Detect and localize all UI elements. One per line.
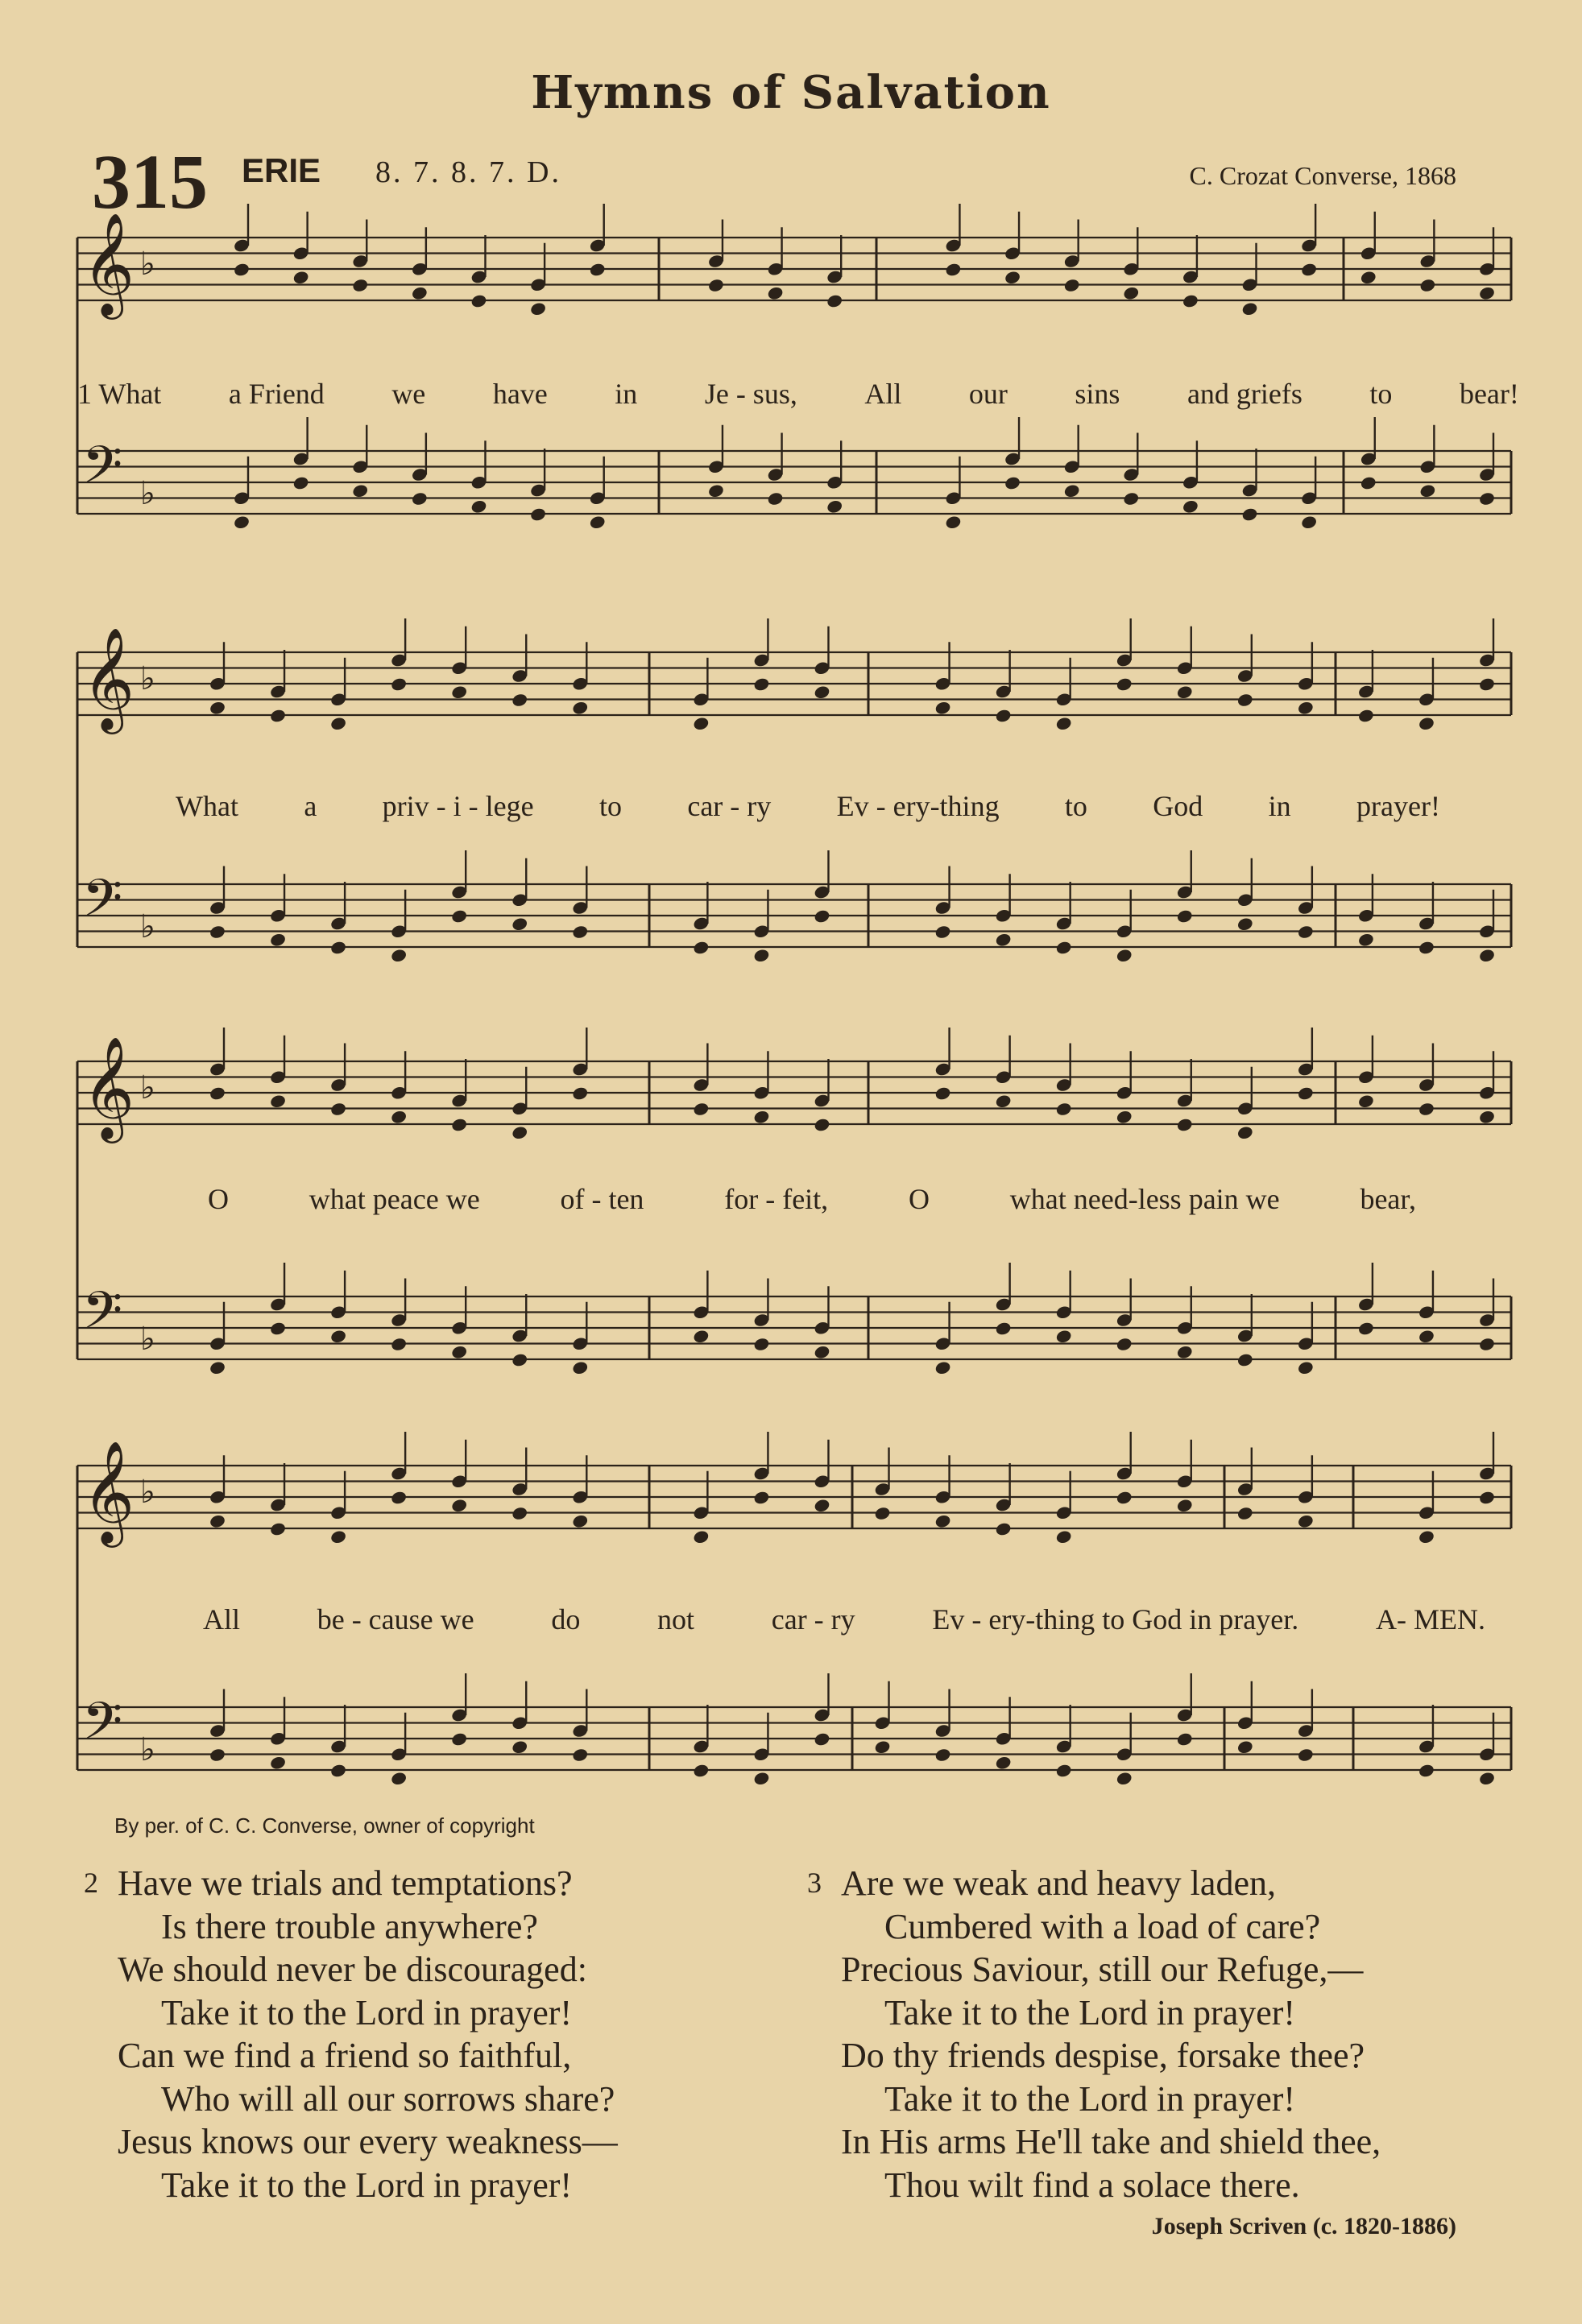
flat-icon: ♭ [140, 1731, 155, 1768]
note-head [1116, 1490, 1133, 1505]
lyric-syllable: O [908, 1183, 930, 1215]
lyric-syllable: to [1064, 790, 1087, 822]
note-head [1297, 924, 1315, 940]
lyric-syllable: bear! [1459, 378, 1519, 410]
note-head [450, 1345, 468, 1360]
note-head [529, 507, 547, 522]
lyric-syllable: of - ten [560, 1183, 644, 1215]
lyric-syllable: in [1268, 790, 1291, 822]
note-head [945, 262, 963, 277]
note-head [209, 701, 226, 716]
copyright-note: By per. of C. C. Converse, owner of copyright [114, 1813, 535, 1838]
stanza-line: Are we weak and heavy laden, [841, 1863, 1276, 1903]
note-head [470, 499, 488, 515]
note-head [571, 1360, 589, 1375]
note-head [995, 1521, 1013, 1536]
note-head [1176, 1498, 1194, 1513]
note-head [693, 1763, 710, 1778]
lyric-line-4 [203, 1602, 1485, 1636]
note-head [1055, 1529, 1073, 1545]
note-head [814, 1731, 831, 1747]
note-head [292, 270, 310, 285]
bass-clef-icon: 𝄢 [82, 436, 123, 508]
treble-clef-icon: 𝄞 [82, 212, 135, 315]
note-head [934, 1747, 952, 1763]
stanza-line: Who will all our sorrows share? [161, 2078, 615, 2119]
stanza-line: Is there trouble anywhere? [161, 1906, 538, 1946]
note-head [874, 1739, 892, 1755]
note-head [1116, 1337, 1133, 1352]
note-head [329, 1102, 347, 1117]
note-head [693, 1329, 710, 1344]
lyric-syllable: A- MEN. [1375, 1603, 1485, 1635]
lyric-syllable: to [1369, 378, 1393, 410]
note-head [390, 1771, 408, 1786]
lyric-syllable: priv - i - lege [382, 790, 534, 822]
note-head [995, 708, 1013, 723]
stanza-line: We should never be discouraged: [118, 1950, 587, 1989]
note-head [814, 684, 831, 700]
note-head [329, 1763, 347, 1778]
lyric-syllable: have [492, 378, 548, 410]
note-head [753, 1490, 771, 1505]
note-head [753, 1110, 771, 1125]
stanza-line: Take it to the Lord in prayer! [884, 2078, 1296, 2119]
note-head [233, 515, 251, 530]
lyric-syllable: in [615, 378, 638, 410]
note-head [1176, 1345, 1194, 1360]
note-head [1055, 716, 1073, 731]
lyric-syllable: What [176, 790, 238, 822]
note-head [209, 1085, 226, 1101]
note-head [571, 1085, 589, 1101]
note-head [1176, 1731, 1194, 1747]
lyric-syllable: a Friend [228, 378, 325, 410]
note-head [571, 924, 589, 940]
stanza-line: Thou wilt find a solace there. [884, 2165, 1300, 2205]
note-head [1063, 278, 1081, 293]
note-head [995, 1094, 1013, 1109]
note-head [1300, 262, 1318, 277]
running-head: Hymns of Salvation [531, 66, 1051, 119]
note-head [1004, 270, 1021, 285]
note-head [1182, 499, 1199, 515]
note-head [1418, 940, 1435, 955]
note-head [209, 1514, 226, 1529]
note-head [934, 1085, 952, 1101]
note-head [814, 1498, 831, 1513]
note-head [411, 491, 429, 507]
note-head [269, 1521, 287, 1536]
note-head [1297, 1747, 1315, 1763]
note-head [1241, 507, 1259, 522]
tune-name: ERIE [242, 151, 321, 189]
flat-icon: ♭ [140, 1474, 155, 1511]
note-head [511, 916, 528, 932]
note-head [1236, 1506, 1254, 1521]
lyric-syllable: 1 What [77, 378, 162, 410]
note-head [571, 701, 589, 716]
note-head [707, 278, 725, 293]
note-head [209, 924, 226, 940]
note-head [411, 286, 429, 301]
lyric-syllable: we [391, 378, 426, 410]
lyric-syllable: our [968, 378, 1008, 410]
note-head [589, 262, 607, 277]
note-head [1357, 1094, 1375, 1109]
hymn-number: 315 [92, 139, 208, 225]
stanza-line: Can we find a friend so faithful, [118, 2036, 572, 2075]
note-head [934, 1514, 952, 1529]
note-head [767, 491, 785, 507]
note-head [511, 693, 528, 708]
lyric-syllable: what peace we [309, 1183, 480, 1215]
note-head [511, 1506, 528, 1521]
lyric-line-1 [77, 377, 1519, 411]
note-head [1357, 1321, 1375, 1336]
note-head [450, 1498, 468, 1513]
flat-icon: ♭ [140, 1069, 155, 1106]
note-head [1418, 1102, 1435, 1117]
note-head [1360, 475, 1377, 490]
note-head [814, 908, 831, 924]
note-head [1116, 948, 1133, 963]
note-head [511, 1125, 528, 1140]
note-head [1357, 932, 1375, 948]
stanza-line: Cumbered with a load of care? [884, 1906, 1321, 1946]
note-head [995, 1755, 1013, 1771]
note-head [1004, 475, 1021, 490]
note-head [1418, 1763, 1435, 1778]
note-head [1297, 1360, 1315, 1375]
lyric-syllable: do [551, 1603, 581, 1635]
flat-icon: ♭ [140, 475, 155, 512]
note-head [753, 948, 771, 963]
note-head [1236, 1352, 1254, 1367]
note-head [1176, 1117, 1194, 1132]
note-head [269, 1755, 287, 1771]
note-head [934, 1360, 952, 1375]
lyric-syllable: not [657, 1603, 695, 1635]
lyric-syllable: car - ry [771, 1603, 855, 1635]
lyric-syllable: O [208, 1183, 229, 1215]
note-head [269, 1094, 287, 1109]
treble-clef-icon: 𝄞 [82, 1440, 135, 1543]
note-head [1297, 1085, 1315, 1101]
note-head [995, 1321, 1013, 1336]
note-head [1478, 286, 1496, 301]
note-head [1478, 491, 1496, 507]
note-head [1419, 483, 1437, 498]
stanza-line: Have we trials and temptations? [118, 1863, 573, 1903]
flat-icon: ♭ [140, 660, 155, 697]
stanza-number: 3 [807, 1867, 822, 1899]
lyric-syllable: car - ry [687, 790, 772, 822]
stanza-line: Jesus knows our every weakness— [118, 2122, 618, 2161]
note-head [1116, 1110, 1133, 1125]
note-head [1478, 1490, 1496, 1505]
lyric-syllable: God [1153, 790, 1203, 822]
note-head [390, 1337, 408, 1352]
note-head [209, 1360, 226, 1375]
note-head [450, 684, 468, 700]
note-head [1063, 483, 1081, 498]
note-head [826, 293, 843, 308]
treble-clef-icon: 𝄞 [82, 626, 135, 730]
note-head [1478, 948, 1496, 963]
lyric-syllable: what need-less pain we [1009, 1183, 1280, 1215]
note-head [1478, 1337, 1496, 1352]
stanza-line: Take it to the Lord in prayer! [161, 2165, 573, 2205]
bass-clef-icon: 𝄢 [82, 1692, 123, 1764]
note-head [1116, 1771, 1133, 1786]
note-head [874, 1506, 892, 1521]
stanza-number: 2 [84, 1867, 98, 1899]
note-head [1418, 716, 1435, 731]
note-head [1116, 676, 1133, 692]
note-head [1418, 1329, 1435, 1344]
note-head [693, 1102, 710, 1117]
lyric-syllable: be - cause we [317, 1603, 474, 1635]
note-head [814, 1345, 831, 1360]
note-head [571, 1514, 589, 1529]
note-head [1122, 286, 1140, 301]
note-head [209, 1747, 226, 1763]
note-head [1300, 515, 1318, 530]
note-head [1236, 916, 1254, 932]
note-head [1236, 1739, 1254, 1755]
note-head [826, 499, 843, 515]
note-head [269, 932, 287, 948]
note-head [1055, 1763, 1073, 1778]
flat-icon: ♭ [140, 908, 155, 945]
note-head [329, 940, 347, 955]
note-head [1055, 1102, 1073, 1117]
note-head [351, 483, 369, 498]
lyric-syllable: Ev - ery-thing to God in prayer. [932, 1603, 1299, 1635]
note-head [292, 475, 310, 490]
note-head [1419, 278, 1437, 293]
note-head [470, 293, 488, 308]
lyric-line-3 [208, 1182, 1416, 1216]
note-head [1176, 684, 1194, 700]
note-head [1478, 676, 1496, 692]
note-head [1236, 693, 1254, 708]
note-head [814, 1117, 831, 1132]
stanza-3 [807, 1862, 1381, 2206]
note-head [753, 676, 771, 692]
lyric-syllable: All [864, 378, 902, 410]
note-head [1478, 1771, 1496, 1786]
lyric-syllable: sins [1075, 378, 1120, 410]
lyric-syllable: a [304, 790, 317, 822]
note-head [511, 1739, 528, 1755]
lyric-syllable: All [203, 1603, 241, 1635]
lyric-syllable: prayer! [1356, 790, 1440, 822]
note-head [511, 1352, 528, 1367]
stanza-2 [84, 1862, 618, 2206]
note-head [1357, 708, 1375, 723]
note-head [529, 301, 547, 316]
note-head [450, 1117, 468, 1132]
lyric-line-2 [176, 789, 1440, 823]
note-head [1297, 1514, 1315, 1529]
note-head [269, 1321, 287, 1336]
note-head [329, 1329, 347, 1344]
lyric-syllable: and griefs [1186, 378, 1302, 410]
note-head [390, 676, 408, 692]
note-head [753, 1337, 771, 1352]
note-head [1241, 301, 1259, 316]
stanza-line: Take it to the Lord in prayer! [161, 1992, 573, 2032]
note-head [707, 483, 725, 498]
flat-icon: ♭ [140, 1321, 155, 1358]
composer: C. Crozat Converse, 1868 [1189, 161, 1456, 190]
note-head [693, 716, 710, 731]
note-head [329, 1529, 347, 1545]
note-head [450, 1731, 468, 1747]
stanza-line: Do thy friends despise, forsake thee? [841, 2036, 1365, 2075]
note-head [1297, 701, 1315, 716]
note-head [1418, 1529, 1435, 1545]
note-head [1360, 270, 1377, 285]
note-head [693, 1529, 710, 1545]
note-head [390, 948, 408, 963]
note-head [934, 924, 952, 940]
note-head [390, 1110, 408, 1125]
note-head [1182, 293, 1199, 308]
note-head [351, 278, 369, 293]
note-head [390, 1490, 408, 1505]
note-head [767, 286, 785, 301]
note-head [589, 515, 607, 530]
treble-clef-icon: 𝄞 [82, 1036, 135, 1139]
meter: 8. 7. 8. 7. D. [375, 155, 561, 189]
note-head [693, 940, 710, 955]
note-head [329, 716, 347, 731]
stanza-line: Take it to the Lord in prayer! [884, 1992, 1296, 2032]
lyric-syllable: to [598, 790, 622, 822]
lyric-syllable: bear, [1360, 1183, 1416, 1215]
note-head [995, 932, 1013, 948]
note-head [1236, 1125, 1254, 1140]
note-head [1055, 940, 1073, 955]
note-head [269, 708, 287, 723]
note-head [571, 1747, 589, 1763]
note-head [1176, 908, 1194, 924]
bass-clef-icon: 𝄢 [82, 1281, 123, 1354]
note-head [1478, 1110, 1496, 1125]
stanza-line: In His arms He'll take and shield thee, [841, 2122, 1381, 2161]
note-head [1122, 491, 1140, 507]
author-credit: Joseph Scriven (c. 1820-1886) [1151, 2213, 1456, 2239]
note-head [945, 515, 963, 530]
note-head [753, 1771, 771, 1786]
note-head [1055, 1329, 1073, 1344]
stanza-line: Precious Saviour, still our Refuge,— [841, 1950, 1364, 1989]
lyric-syllable: for - feit, [724, 1183, 829, 1215]
note-head [934, 701, 952, 716]
lyric-syllable: Ev - ery-thing [836, 790, 1000, 822]
flat-icon: ♭ [140, 246, 155, 283]
lyric-syllable: Je - sus, [704, 378, 797, 410]
note-head [450, 908, 468, 924]
bass-clef-icon: 𝄢 [82, 869, 123, 941]
note-head [233, 262, 251, 277]
